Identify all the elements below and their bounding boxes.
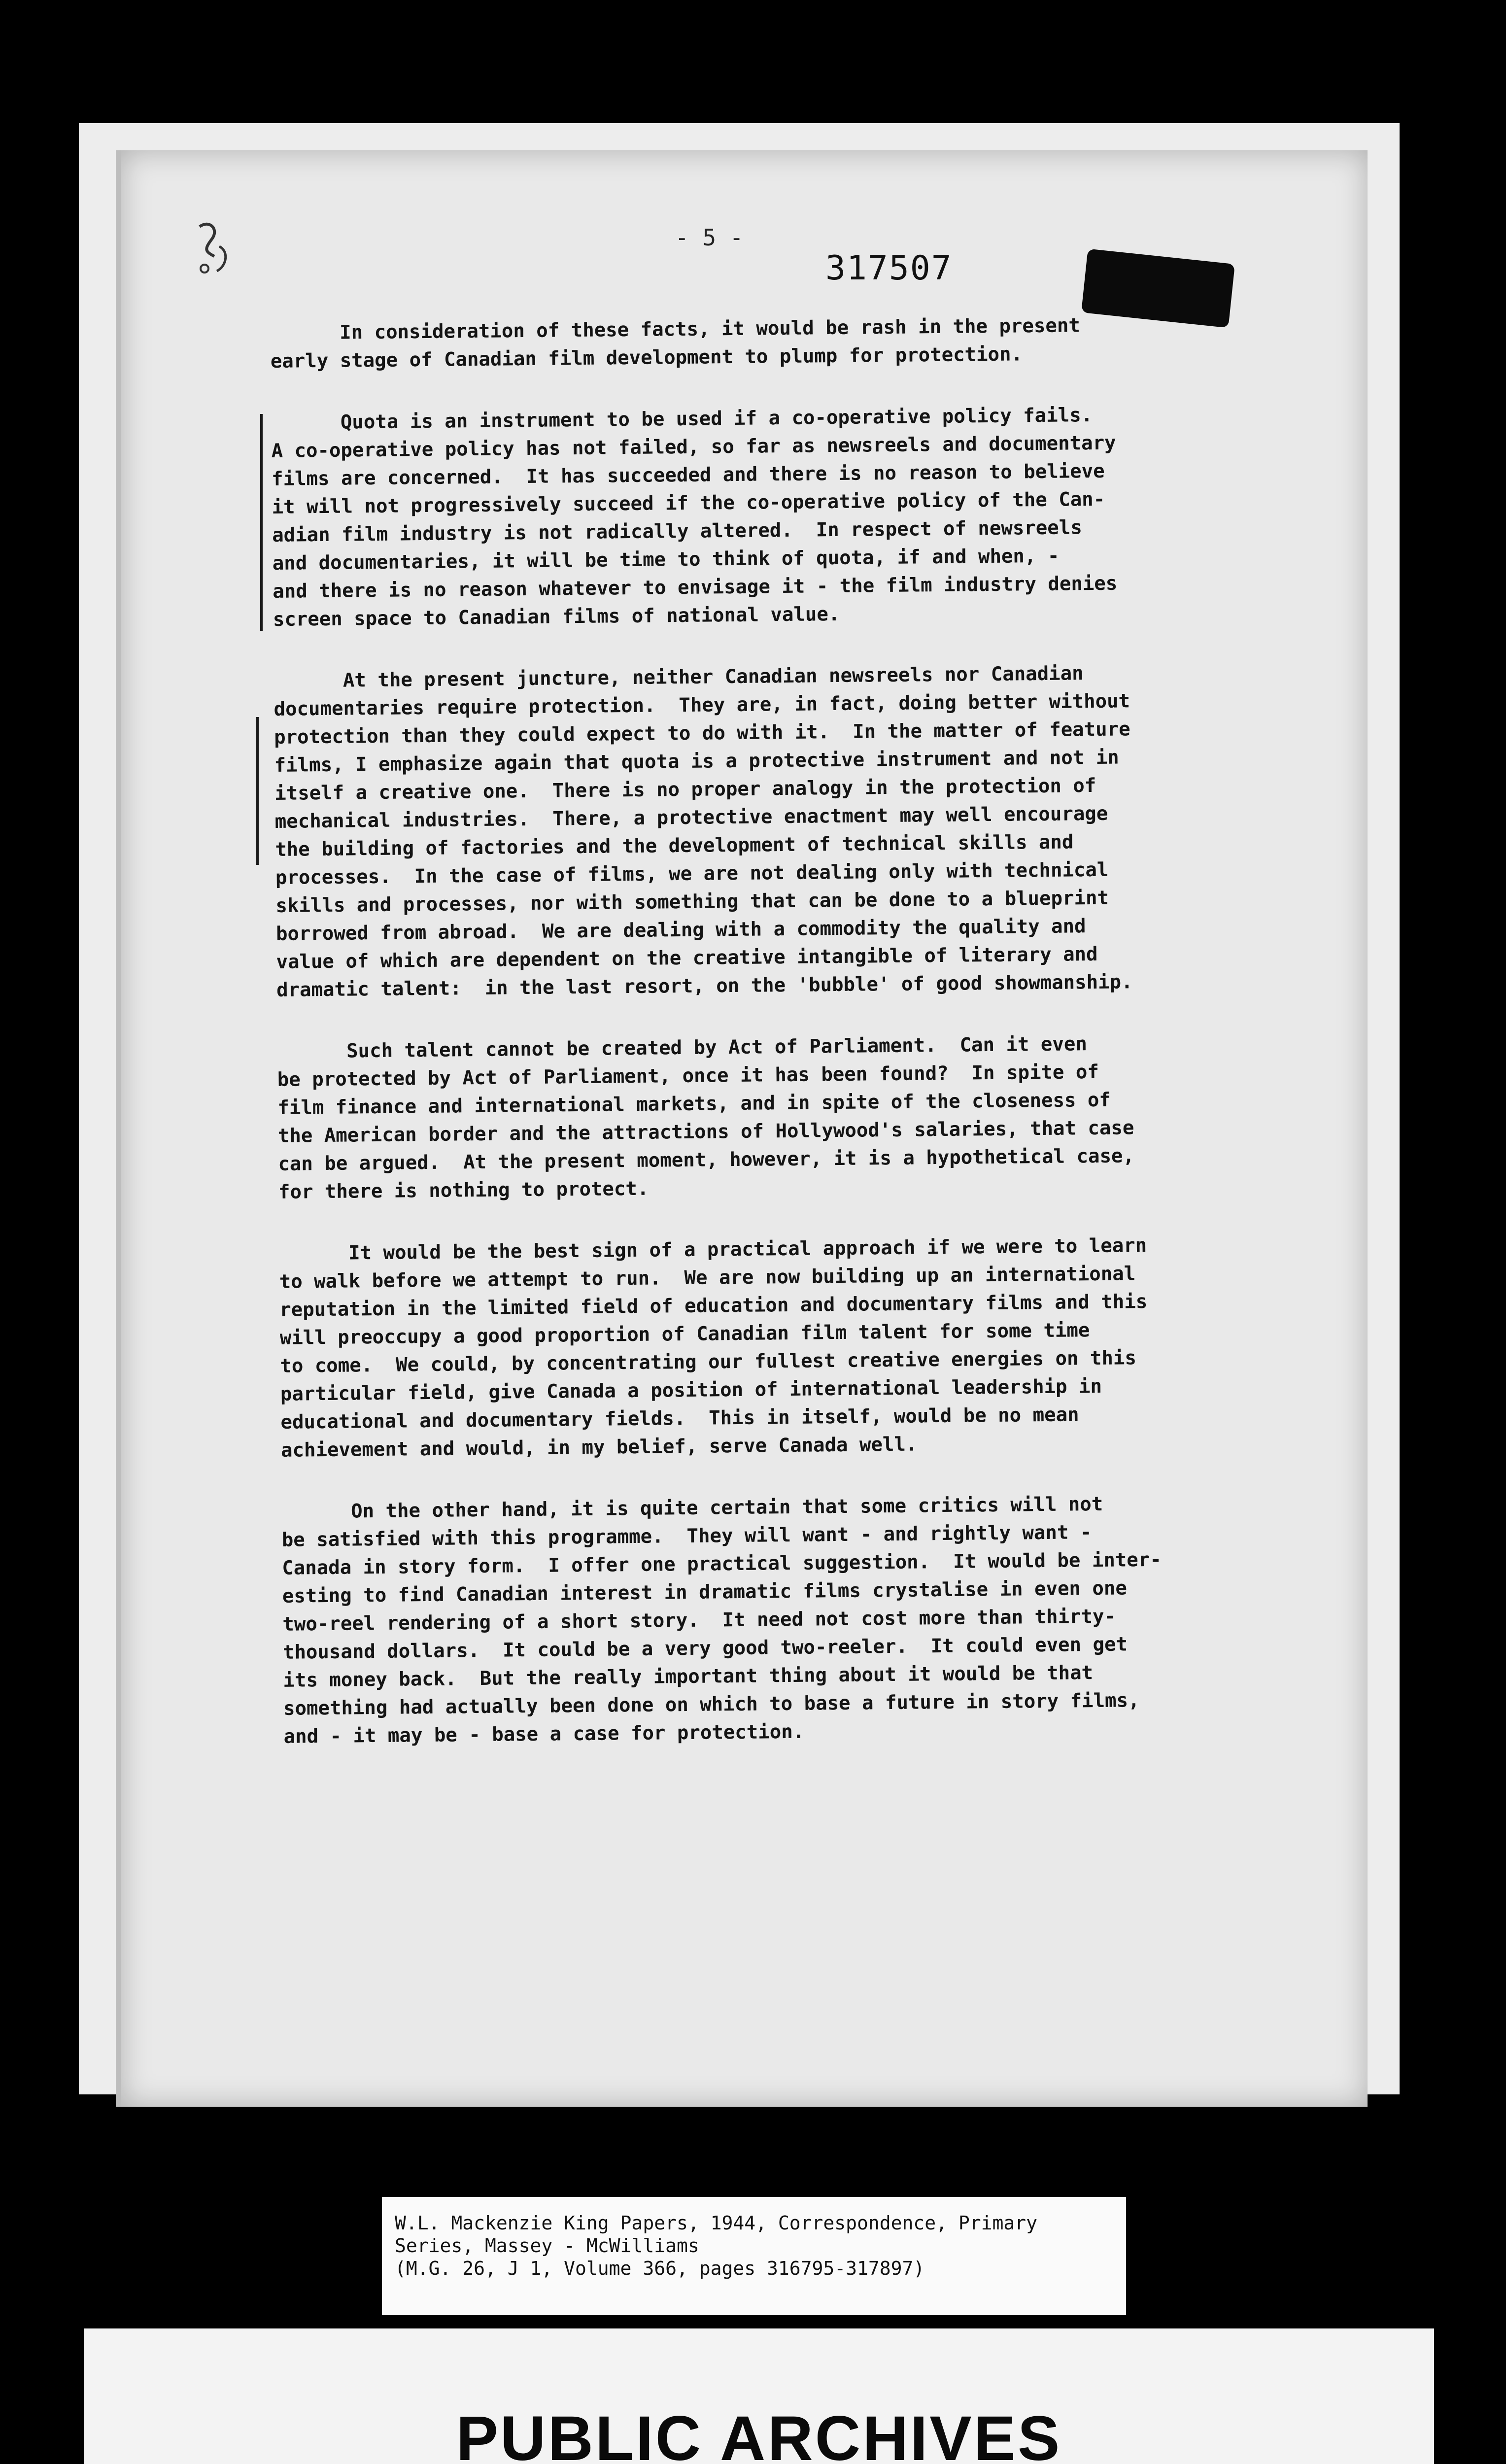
margin-line [260,414,263,631]
paragraph: Such talent cannot be created by Act of Parliament. Can it even be protected by Act of Parliament, once it has been found? In spite of film finance and international markets, and in spite of the closeness of the American border and the attractions of Hollywood's salaries, that case can be argued. At the present moment, however, it is a hypothetical case, for there is nothing to protect. [277,1033,1135,1203]
paragraph: At the present juncture, neither Canadian newsreels nor Canadian documentaries require protection. They are, in fact, doing better without protection than they could expect to do with it. In the matter of feature films, I emphasize again that quota is a protective instrument and not in itself a creative one. There is no proper analogy in the protection of mechanical industries. There, a protective enactment may well encourage the building of factories and the development of technical skills and processes. In the case of films, we are not dealing only with technical skills and processes, nor with something that can be done to a blueprint borrowed from abroad. We are dealing with a commodity the quality and value of which are dependent on the creative intangible of literary and dramatic talent: in the last resort, on the 'bubble' of good showmanship. [273,662,1133,1001]
reference-line: W.L. Mackenzie King Papers, 1944, Correspondence, Primary [395,2212,1038,2234]
paragraph: On the other hand, it is quite certain that some critics will not be satisfied with this programme. They will want - and rightly want - Canada in story form. I offer one practical suggestion. It would be inter- esting to find Canadian interest in dramatic films crystalise in even one two-reel rendering of a short story. It need not cost more than thirty- thousand dollars. It could be a very good two-reeler. It could even get its money back. But the really important thing about it would be that something had actually been done on which to base a future in story films, and - it may be - base a case for protection. [281,1493,1162,1748]
margin-line [256,717,259,865]
reference-line: Series, Massey - McWilliams [395,2235,699,2257]
page-number: - 5 - [675,224,744,251]
reference-label [382,2197,1126,2315]
document-id: 317507 [825,249,953,288]
paragraph: It would be the best sign of a practical approach if we were to learn to walk before we attempt to run. We are now building up an international reputation in the limited field of education and documentary films and this will preoccupy a good proportion of Canadian film talent for some time to come. We could, by concentrating our fullest creative energies on this particular field, give Canada a position of international leadership in educational and documentary fields. This in itself, would be no mean achievement and would, in my belief, serve Canada well. [278,1234,1148,1462]
archives-banner [84,2328,1434,2464]
banner-title-en: PUBLIC ARCHIVES [456,2403,1062,2464]
handwritten-mark-icon [190,217,237,281]
paragraph: Quota is an instrument to be used if a co-operative policy fails. A co-operative policy has not failed, so far as newsreels and documentary films are concerned. It has succeeded and there is no reason to believe it will not progressively succeed if the co-operative policy of the Can- adian film industry is not radically altered. In respect of newsreels and documentaries, it will be time to think of quota, if and when, - and there is no reason whatever to envisage it - the film industry denies screen space to Canadian films of national value. [271,404,1118,631]
paragraph: In consideration of these facts, it would be rash in the present early stage of Canadian film development to plump for protection. [270,314,1081,373]
body-text [270,310,1220,1784]
reference-line: (M.G. 26, J 1, Volume 366, pages 316795-317897) [395,2258,925,2279]
